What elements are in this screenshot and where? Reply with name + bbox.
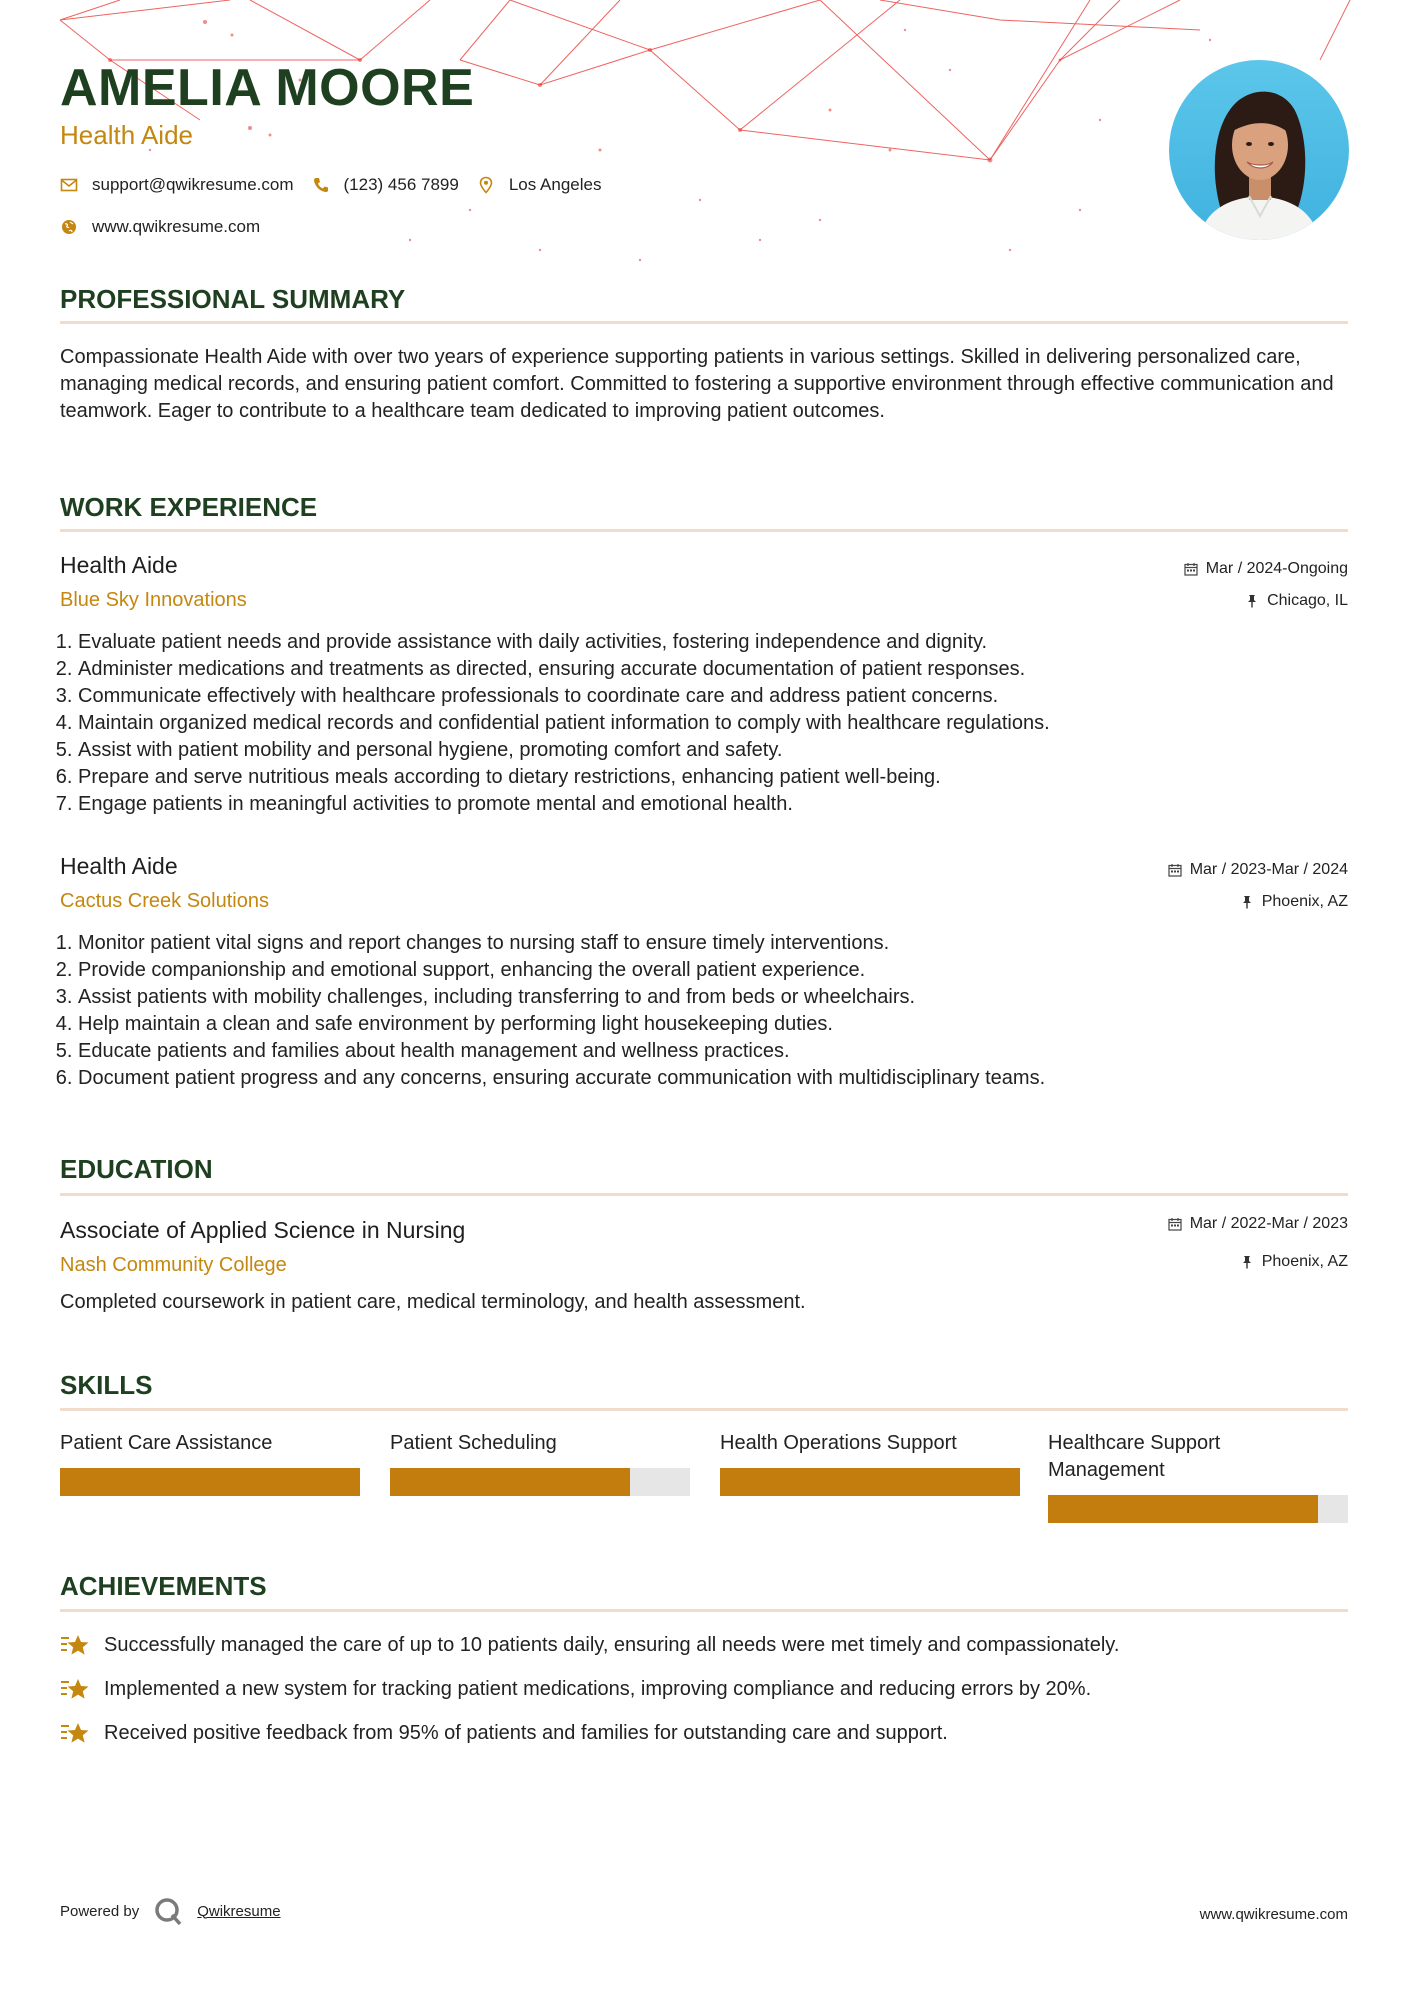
- list-item: 3. Communicate effectively with healthcare professionals to coordinate care and address patient concerns.: [78, 683, 1348, 710]
- list-item: 4. Help maintain a clean and safe environment by performing light housekeeping duties.: [78, 1011, 1348, 1038]
- achievement-text: Implemented a new system for tracking patient medications, improving compliance and reducing errors by 20%.: [104, 1677, 1092, 1700]
- education-dates: [1168, 1215, 1348, 1233]
- globe-icon: [60, 218, 78, 236]
- calendar-icon: [1184, 562, 1198, 576]
- education-heading: EDUCATION: [60, 1154, 213, 1184]
- calendar-icon: [1168, 863, 1182, 877]
- qwikresume-logo-icon: [153, 1896, 183, 1926]
- achievement-text: Received positive feedback from 95% of patients and families for outstanding care and support.: [104, 1721, 948, 1744]
- list-item: 2. Administer medications and treatments as directed, ensuring accurate documentation of patient responses.: [78, 656, 1348, 683]
- education-location-text: Phoenix, AZ: [1261, 1253, 1348, 1270]
- powered-by-label: Powered by: [60, 1902, 140, 1920]
- job-1-location-text: Chicago, IL: [1267, 592, 1348, 609]
- website-text[interactable]: www.qwikresume.com: [92, 217, 261, 236]
- pushpin-icon: [1245, 594, 1259, 608]
- job-2-title: Health Aide: [60, 853, 178, 879]
- job-1-title: Health Aide: [60, 552, 178, 578]
- education-divider: [60, 1193, 1348, 1196]
- skill-bar-fill: [1048, 1495, 1318, 1523]
- contact-row-2: [60, 214, 619, 240]
- skill-bar-track: [390, 1468, 690, 1496]
- email-text[interactable]: support@qwikresume.com: [92, 175, 294, 194]
- list-item: 5. Assist with patient mobility and personal hygiene, promoting comfort and safety.: [78, 737, 1348, 764]
- contact-email: [60, 175, 294, 195]
- education-description: Completed coursework in patient care, medical terminology, and health assessment.: [60, 1291, 806, 1313]
- list-item: 1. Evaluate patient needs and provide assistance with daily activities, fostering independence and dignity.: [78, 629, 1348, 656]
- job-2-location-text: Phoenix, AZ: [1261, 893, 1348, 910]
- list-item: 7. Engage patients in meaningful activities to promote mental and emotional health.: [78, 791, 1348, 818]
- achievement-item: [60, 1632, 1119, 1658]
- job-1-dates: [1184, 560, 1348, 578]
- contact-info: [60, 172, 619, 256]
- location-text: Los Angeles: [508, 175, 602, 194]
- skill-patient-scheduling: [390, 1430, 690, 1457]
- job-1-dates-text: Mar / 2024-Ongoing: [1205, 560, 1348, 577]
- education-degree: Associate of Applied Science in Nursing: [60, 1217, 466, 1243]
- calendar-icon: [1168, 1217, 1182, 1231]
- education-location: [1240, 1253, 1348, 1271]
- profile-photo-image: [1169, 60, 1349, 240]
- list-item: 2. Provide companionship and emotional support, enhancing the overall patient experience.: [78, 957, 1348, 984]
- experience-divider: [60, 529, 1348, 532]
- education-school: Nash Community College: [60, 1254, 287, 1276]
- phone-text[interactable]: (123) 456 7899: [343, 175, 459, 194]
- list-item: 6. Document patient progress and any concerns, ensuring accurate communication with multidisciplinary teams.: [78, 1065, 1348, 1092]
- skill-bar-fill: [390, 1468, 630, 1496]
- job-2-dates-text: Mar / 2023-Mar / 2024: [1189, 861, 1348, 878]
- skill-label: Patient Scheduling: [390, 1432, 557, 1454]
- summary-text: Compassionate Health Aide with over two years of experience supporting patients in various settings. Skilled in delivering personalized care, managing medical records, and ensuring patient comfort. Committed to fostering a supportive environment through effective communication and teamwork. Eager to contribute to a healthcare team dedicated to improving patient outcomes.: [60, 346, 1334, 422]
- skill-label: Patient Care Assistance: [60, 1432, 273, 1454]
- skills-heading: SKILLS: [60, 1370, 153, 1400]
- list-item: 1. Monitor patient vital signs and report changes to nursing staff to ensure timely interventions.: [78, 930, 1348, 957]
- list-item: 4. Maintain organized medical records and confidential patient information to comply with healthcare regulations.: [78, 710, 1348, 737]
- achievement-item: [60, 1676, 1091, 1702]
- star-achievement-icon: [60, 1720, 90, 1746]
- skill-bar-track: [60, 1468, 360, 1496]
- job-2-location: [1240, 893, 1348, 911]
- education-dates-text: Mar / 2022-Mar / 2023: [1189, 1215, 1348, 1232]
- experience-heading: WORK EXPERIENCE: [60, 492, 318, 522]
- list-item: 5. Educate patients and families about health management and wellness practices.: [78, 1038, 1348, 1065]
- list-item: 3. Assist patients with mobility challenges, including transferring to and from beds or wheelchairs.: [78, 984, 1348, 1011]
- summary-divider: [60, 321, 1348, 324]
- skill-bar-fill: [720, 1468, 1020, 1496]
- candidate-role: Health Aide: [60, 120, 193, 150]
- footer-powered-by: [60, 1896, 281, 1926]
- skill-bar-track: [1048, 1495, 1348, 1523]
- summary-heading: PROFESSIONAL SUMMARY: [60, 284, 406, 314]
- phone-icon: [312, 176, 330, 194]
- achievement-item: [60, 1720, 948, 1746]
- job-1-location: [1245, 592, 1348, 610]
- job-1-responsibilities: [54, 629, 1348, 818]
- star-achievement-icon: [60, 1632, 90, 1658]
- map-pin-icon: [477, 176, 495, 194]
- pushpin-icon: [1240, 895, 1254, 909]
- job-2-responsibilities: [54, 930, 1348, 1092]
- contact-phone: [312, 175, 459, 195]
- achievements-divider: [60, 1609, 1348, 1612]
- skill-label: Health Operations Support: [720, 1432, 957, 1454]
- skill-health-operations-support: [720, 1430, 1020, 1457]
- contact-website: [60, 217, 260, 237]
- skill-healthcare-support-management: [1048, 1430, 1348, 1484]
- envelope-icon: [60, 176, 78, 194]
- contact-location: [477, 175, 602, 195]
- skills-divider: [60, 1408, 1348, 1411]
- pushpin-icon: [1240, 1255, 1254, 1269]
- achievements-heading: ACHIEVEMENTS: [60, 1571, 267, 1601]
- skill-bar-fill: [60, 1468, 360, 1496]
- profile-photo: [1169, 60, 1349, 240]
- job-2-dates: [1168, 861, 1348, 879]
- skill-bar-track: [720, 1468, 1020, 1496]
- skill-patient-care-assistance: [60, 1430, 360, 1457]
- contact-row-1: [60, 172, 619, 198]
- qwikresume-link[interactable]: Qwikresume: [197, 1902, 281, 1920]
- achievement-text: Successfully managed the care of up to 10 patients daily, ensuring all needs were met timely and compassionately.: [104, 1633, 1120, 1656]
- list-item: 6. Prepare and serve nutritious meals according to dietary restrictions, enhancing patient well-being.: [78, 764, 1348, 791]
- star-achievement-icon: [60, 1676, 90, 1702]
- skill-label: Healthcare Support Management: [1048, 1432, 1221, 1481]
- candidate-name: AMELIA MOORE: [60, 59, 475, 117]
- footer-website[interactable]: www.qwikresume.com: [1199, 1906, 1348, 1923]
- job-1-company: Blue Sky Innovations: [60, 589, 247, 611]
- job-2-company: Cactus Creek Solutions: [60, 890, 269, 912]
